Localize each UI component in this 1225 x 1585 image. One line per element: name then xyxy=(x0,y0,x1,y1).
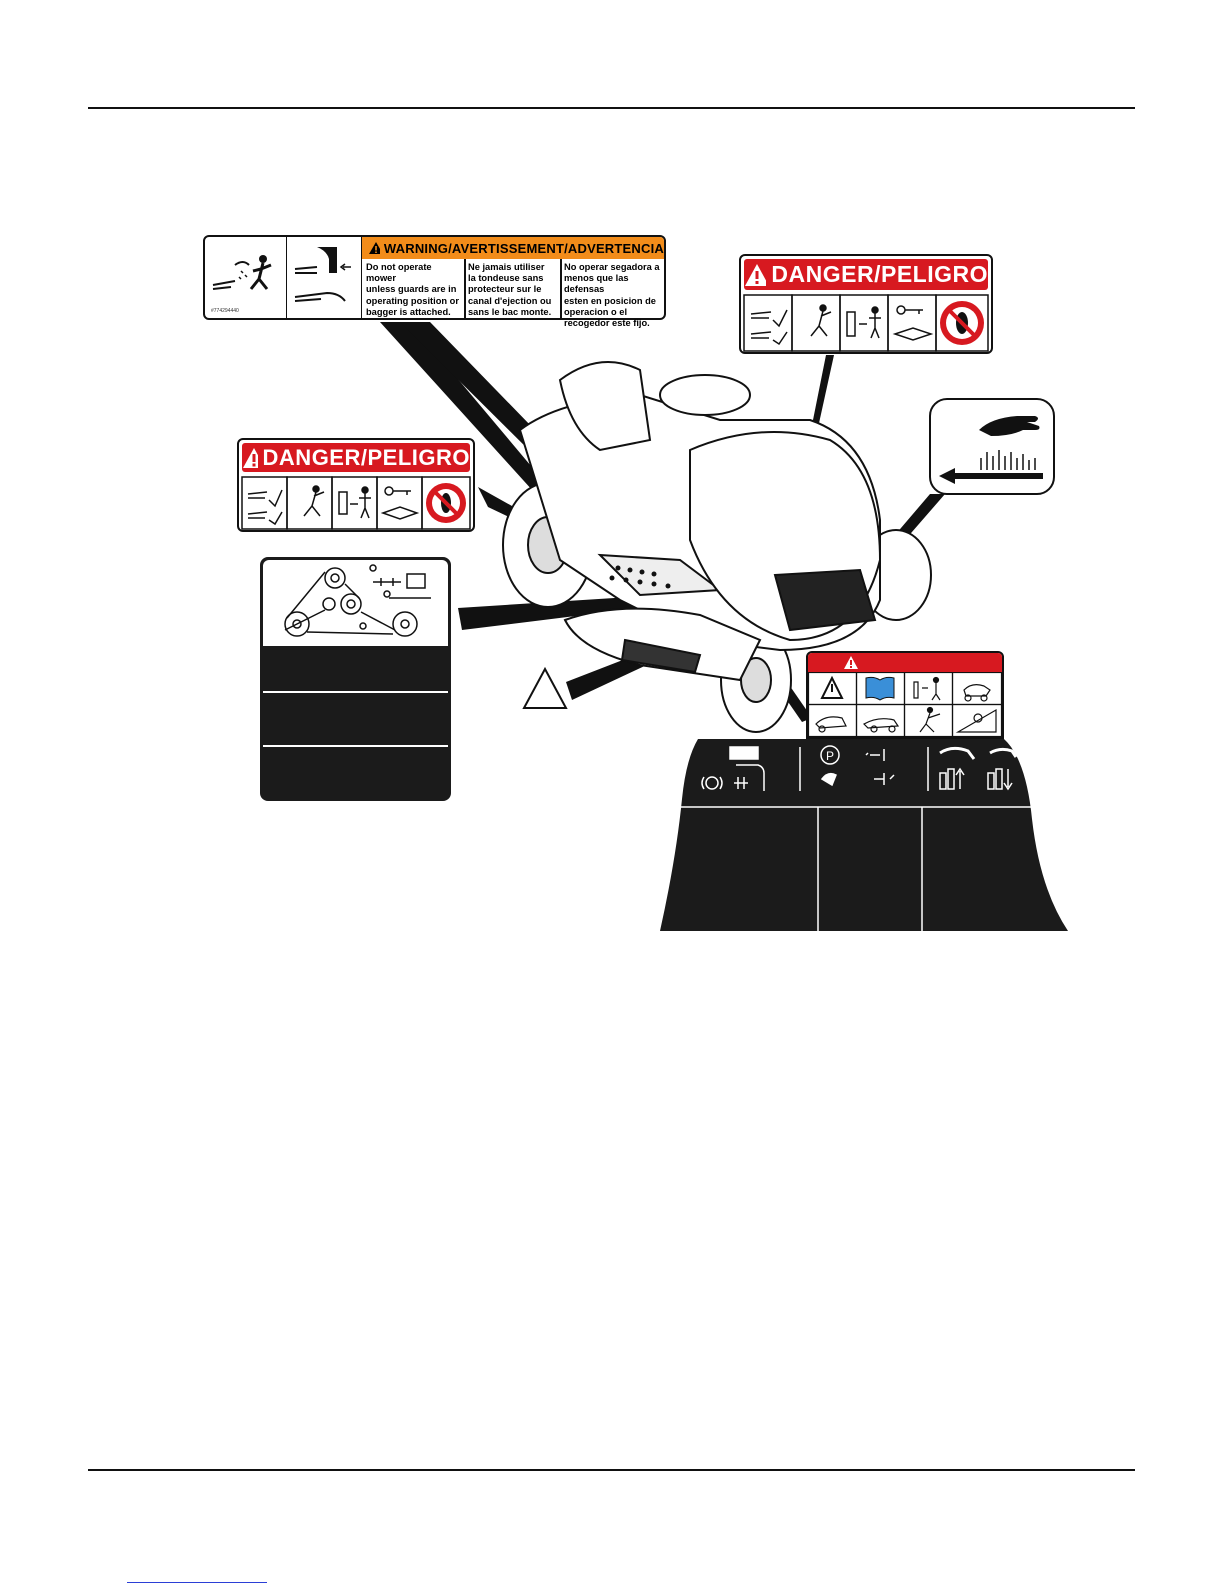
guard-icon xyxy=(287,237,360,317)
guard-pictogram xyxy=(287,237,362,318)
safety-pictograms xyxy=(808,672,1002,737)
warning-text-fr: Ne jamais utiliser la tondeuse sans protecteur sur le canal d'ejection ou sans le bac monte. xyxy=(468,262,552,317)
warning-decal xyxy=(203,235,666,329)
control-panel-shape xyxy=(656,739,1068,935)
belt-diagram-icon xyxy=(263,560,448,646)
footer-rule xyxy=(88,1469,1135,1471)
belt-routing-decal xyxy=(260,557,451,801)
danger-pictograms-right xyxy=(743,294,991,352)
danger-triangle-icon xyxy=(242,447,258,469)
danger-banner-left xyxy=(242,443,470,472)
ejection-hazard-pictogram xyxy=(205,237,287,318)
warning-triangle-icon xyxy=(843,655,859,670)
ejection-hazard-icon xyxy=(205,237,285,307)
svg-text:P: P xyxy=(825,749,835,763)
footer-link[interactable] xyxy=(127,1568,267,1583)
hand-hazard-icon xyxy=(931,400,1053,493)
safety-pictogram-banner xyxy=(808,653,1002,672)
safety-pictogram-decal xyxy=(806,651,1004,739)
warning-triangle-callout xyxy=(521,666,569,712)
control-panel-decal xyxy=(656,739,1068,935)
danger-heading-right: DANGER/PELIGRO xyxy=(771,261,988,287)
danger-heading-left: DANGER/PELIGRO xyxy=(262,444,470,470)
warning-heading-bar xyxy=(362,237,664,259)
warning-text-es: No operar segadora a menos que las defensas esten en posicion de operacion o el recogedor este fijo. xyxy=(564,262,660,329)
warning-heading: WARNING/AVERTISSEMENT/ADVERTENCIA xyxy=(383,240,664,256)
warning-triangle-icon xyxy=(368,241,380,255)
danger-banner-right xyxy=(744,259,988,290)
part-number: #774294440 xyxy=(211,308,239,314)
belt-decal-divider-1 xyxy=(263,691,448,693)
warning-text-en: Do not operate mower unless guards are in operating position or bagger is attached. xyxy=(366,262,459,317)
manual-icon xyxy=(866,677,894,700)
danger-pictograms-left xyxy=(241,476,473,530)
hand-hazard-decal xyxy=(929,398,1055,495)
belt-decal-divider-2 xyxy=(263,745,448,747)
belt-diagram xyxy=(263,560,448,646)
danger-triangle-icon xyxy=(744,263,766,287)
danger-decal-left xyxy=(237,438,475,532)
danger-decal-right xyxy=(739,254,993,354)
